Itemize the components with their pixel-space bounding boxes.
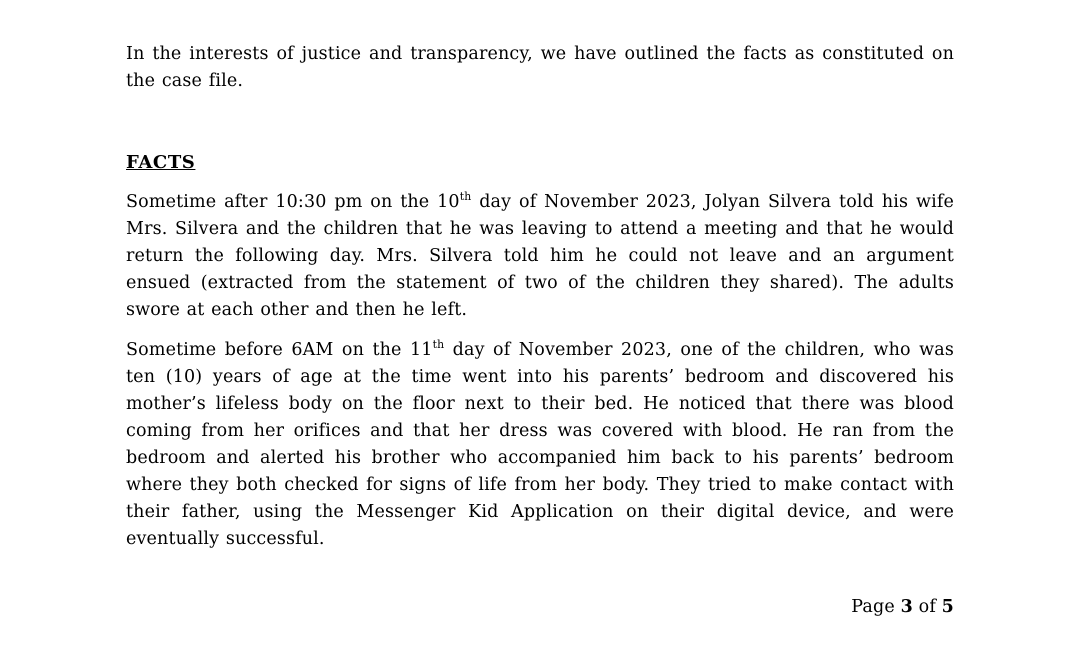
intro-paragraph: In the interests of justice and transparency, we have outlined the facts as constituted on the case file. [126, 44, 954, 91]
body-paragraph-2: Sometime before 6AM on the 11th day of November 2023, one of the children, who was ten (10) years of age at the time went into his parents’ bedroom and discovered his mother’s lifeless body on the floor next to their bed. He noticed that there was blood coming from her orifices and that her dress was covered with blood. He ran from the bedroom and alerted his brother who accompanied him back to his parents’ bedroom where they both checked for signs of life from her body. They tried to make contact with their father, using the Messenger Kid Application on their digital device, and were eventually successful. [126, 338, 955, 549]
facts-heading: FACTS [126, 152, 196, 173]
body-paragraph-1: Sometime after 10:30 pm on the 10th day of November 2023, Jolyan Silvera told his wife Mrs. Silvera and the children that he was leaving to attend a meeting and that he would return the following day. Mrs. Silvera told him he could not leave and an argument ensued (extracted from the statement of two of the children they shared). The adults swore at each other and then he left. [126, 190, 954, 320]
page-number-footer: Page 3 of 5 [851, 597, 954, 617]
